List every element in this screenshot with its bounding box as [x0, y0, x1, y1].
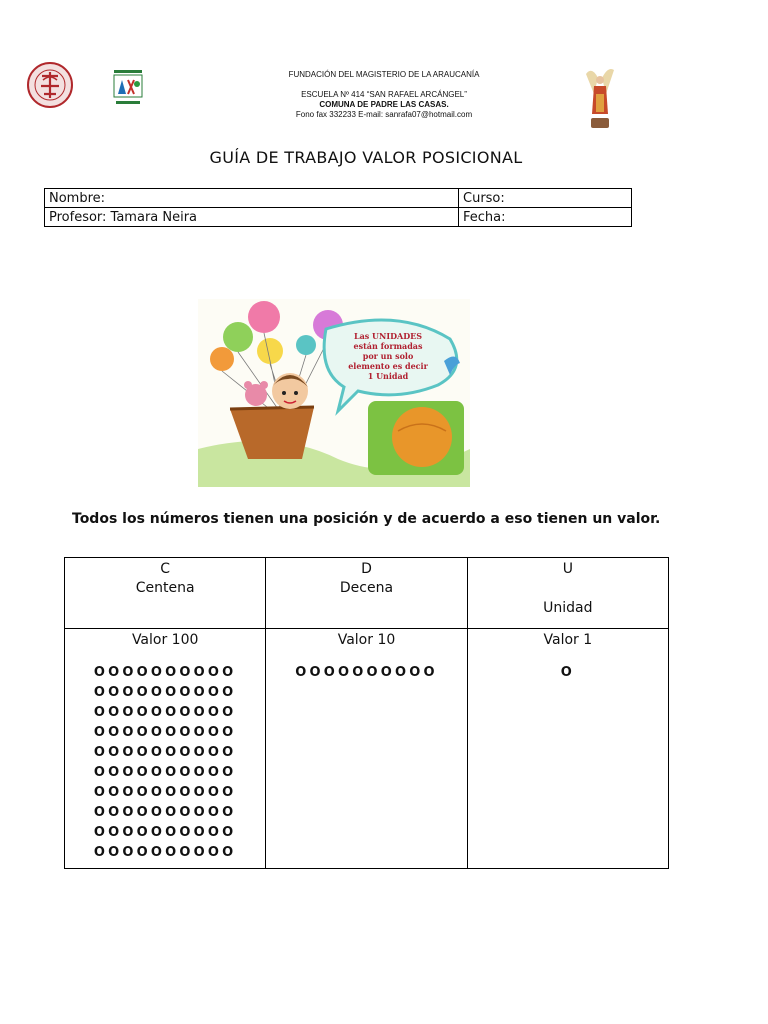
speech-line-4: elemento es decir	[348, 361, 428, 371]
school-header	[200, 70, 568, 120]
dot-row: OOOOOOOOOO	[93, 785, 237, 800]
green-balloon	[223, 322, 253, 352]
speech-line-1: Las UNIDADES	[353, 331, 423, 341]
units-illustration	[198, 299, 470, 487]
school-name: ESCUELA Nº 414 “SAN RAFAEL ARCÁNGEL”	[301, 90, 467, 99]
course-field[interactable]: Curso:	[459, 189, 632, 208]
centena-dots	[65, 663, 265, 863]
teal-balloon	[296, 335, 316, 355]
unidad-header	[467, 558, 668, 629]
decena-header	[266, 558, 467, 629]
dot-row: OOOOOOOOOO	[93, 725, 237, 740]
dot-row: OOOOOOOOOO	[93, 845, 237, 860]
unidad-dots	[468, 663, 668, 683]
dot-row: OOOOOOOOOO	[93, 765, 237, 780]
place-value-statement: Todos los números tienen una posición y de acuerdo a eso tienen un valor.	[72, 511, 661, 527]
centena-word: Centena	[135, 580, 195, 596]
school-seal-logo	[27, 62, 73, 108]
dot-row: O	[560, 665, 575, 680]
page-title: GUÍA DE TRABAJO VALOR POSICIONAL	[209, 148, 523, 167]
pink-balloon	[248, 301, 280, 333]
dot-row: OOOOOOOOOO	[93, 805, 237, 820]
unidad-word: Unidad	[543, 600, 593, 616]
place-value-table	[64, 557, 669, 869]
centena-letter: C	[160, 561, 171, 577]
centena-value: Valor 100	[131, 632, 199, 648]
centena-header	[65, 558, 266, 629]
date-field[interactable]: Fecha:	[459, 208, 632, 227]
decena-cell	[266, 629, 467, 869]
commune-name: COMUNA DE PADRE LAS CASAS.	[319, 100, 449, 109]
decena-dots	[266, 663, 466, 683]
contact-info: Fono fax 332233 E-mail: sanrafa07@hotmail.com	[295, 110, 473, 119]
foundation-name: FUNDACIÓN DEL MAGISTERIO DE LA ARAUCANÍA	[288, 70, 480, 79]
dot-row: OOOOOOOOOO	[93, 685, 237, 700]
student-info-table	[44, 188, 632, 227]
san-rafael-logo	[108, 66, 148, 108]
decena-word: Decena	[339, 580, 394, 596]
dot-row: OOOOOOOOOO	[295, 665, 438, 680]
unidad-letter: U	[562, 561, 573, 577]
dot-row: OOOOOOOOOO	[93, 825, 237, 840]
dot-row: OOOOOOOOOO	[93, 665, 237, 680]
orange-unit-icon	[392, 407, 452, 467]
speech-line-2: están formadas	[353, 341, 423, 351]
teacher-field: Profesor: Tamara Neira	[45, 208, 459, 227]
decena-letter: D	[361, 561, 372, 577]
speech-line-5: 1 Unidad	[367, 371, 409, 381]
centena-cell	[65, 629, 266, 869]
archangel-statue-image	[582, 64, 618, 132]
unidad-value: Valor 1	[543, 632, 593, 648]
dot-row: OOOOOOOOOO	[93, 745, 237, 760]
dot-row: OOOOOOOOOO	[93, 705, 237, 720]
speech-line-3: por un solo	[362, 351, 414, 361]
orange-balloon	[210, 347, 234, 371]
unidad-cell	[467, 629, 668, 869]
decena-value: Valor 10	[337, 632, 396, 648]
name-field[interactable]: Nombre:	[45, 189, 459, 208]
